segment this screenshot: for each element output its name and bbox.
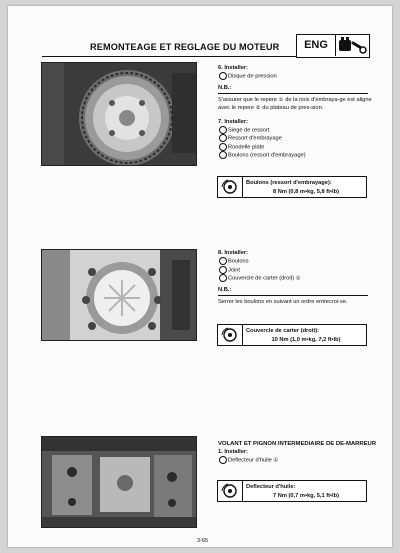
manual-page xyxy=(8,6,392,547)
list-item: Boulons (ressort d'embrayage) xyxy=(218,151,378,160)
part-marker-icon xyxy=(219,274,227,282)
torque-wrench-icon xyxy=(218,177,243,197)
clutch-photo xyxy=(41,62,197,166)
list-item: Joint xyxy=(218,266,378,275)
list-item: Siege de ressort xyxy=(218,126,378,135)
torque-wrench-icon xyxy=(218,325,243,345)
nb-text: Serrer les boulons en suivant un ordre entrecroi-se. xyxy=(218,298,348,305)
torque-name: Boulons (ressort d'embrayage): xyxy=(246,180,332,186)
torque-value: 8 Nm (0,8 m•kg, 5,8 ft•lb) xyxy=(273,189,339,195)
list-item: Boulons xyxy=(218,257,378,266)
part-marker-icon xyxy=(219,72,227,80)
nb-rule xyxy=(218,93,368,94)
list-item: Ressort d'embrayage xyxy=(218,134,378,143)
list-item: Disque de pression xyxy=(218,72,378,81)
header-rule xyxy=(42,56,298,57)
torque-spec-3 xyxy=(217,480,367,502)
torque-spec-1 xyxy=(217,176,367,198)
list-item: Deflecteur d'huile ① xyxy=(218,456,378,465)
instructions-block-2 xyxy=(218,249,378,306)
nb-label: N.B.: xyxy=(218,84,232,91)
list-item: Couvercle de carter (droit) ① xyxy=(218,274,378,283)
torque-value: 7 Nm (0,7 m•kg, 5,1 ft•lb) xyxy=(273,493,339,499)
section-title: VOLANT ET PIGNON INTERMEDIAIRE DE DE-MARREUR xyxy=(218,441,377,447)
torque-wrench-icon xyxy=(218,481,243,501)
page-title: REMONTEAGE ET REGLAGE DU MOTEUR xyxy=(90,42,280,52)
step-6: 6. Installer: xyxy=(218,65,249,71)
part-marker-icon xyxy=(219,143,227,151)
instructions-block-1 xyxy=(218,64,378,160)
torque-name: Couvercle de carter (droit): xyxy=(246,328,320,334)
part-marker-icon xyxy=(219,126,227,134)
page-number: 3-65 xyxy=(197,538,209,544)
torque-name: Deflecteur d'huile: xyxy=(246,484,296,490)
engine-wrench-icon xyxy=(337,36,367,60)
part-marker-icon xyxy=(219,134,227,142)
step-8: 8. Installer: xyxy=(218,250,249,256)
eng-label: ENG xyxy=(297,35,336,56)
torque-value: 10 Nm (1,0 m•kg, 7,2 ft•lb) xyxy=(271,337,341,343)
instructions-block-3 xyxy=(218,440,378,465)
engine-section-badge xyxy=(296,34,370,58)
part-marker-icon xyxy=(219,151,227,159)
step-1: 1. Installer: xyxy=(218,449,249,455)
step-7: 7. Installer: xyxy=(218,118,249,125)
nb-label: N.B.: xyxy=(218,286,232,293)
part-marker-icon xyxy=(219,266,227,274)
list-item: Rondelle plate xyxy=(218,143,378,152)
crankcase-cover-photo xyxy=(41,249,197,341)
torque-spec-2 xyxy=(217,324,367,346)
nb-text: S'assurer que le repere ① de la noix d'embraya-ge est aligne avec le repere ② du plateau de pres-sion. xyxy=(218,96,372,111)
part-marker-icon xyxy=(219,456,227,464)
flywheel-photo xyxy=(41,436,197,528)
part-marker-icon xyxy=(219,257,227,265)
nb-rule xyxy=(218,295,368,296)
